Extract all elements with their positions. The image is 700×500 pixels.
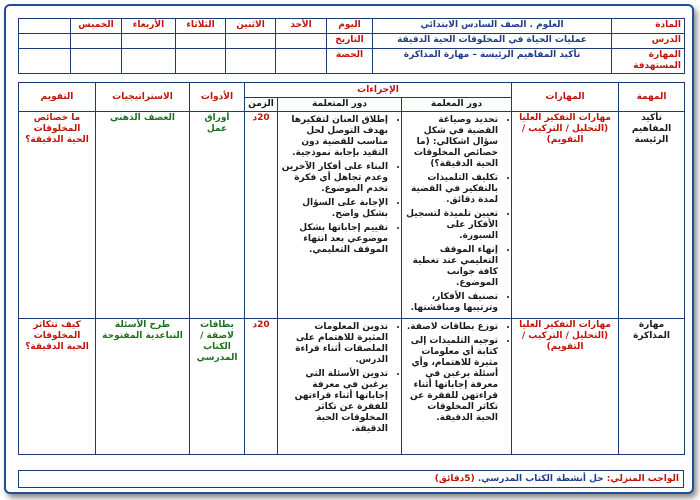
date-cell-3 (176, 34, 226, 49)
col-skills: المهارات (512, 83, 619, 112)
row1-teacher-role (402, 112, 512, 319)
col-tools: الأدوات (190, 83, 245, 112)
date-cell-5 (71, 34, 122, 49)
homework-label: الواجب المنزلي: (606, 474, 679, 484)
day-sunday: الأحد (276, 19, 327, 34)
period-cell-6 (19, 49, 71, 74)
col-teacher-role: دور المعلمة (402, 98, 512, 112)
lesson-value: عمليات الحياة في المخلوقات الحية الدقيقة (373, 34, 612, 49)
col-student-role: دور المتعلمة (278, 98, 402, 112)
homework-value: حل أنشطة الكتاب المدرسي. (477, 474, 604, 484)
date-cell-4 (122, 34, 176, 49)
list-item: • تدوين الأسئلة التي يرغبن في معرفة إجاباتها أثناء قراءتهن للفقرة عن تكاثر المخلوقات الحية الدقيقة. (281, 369, 388, 435)
row1-tools: أوراق عمل (190, 112, 245, 319)
lesson-plan (18, 18, 684, 484)
list-item: • تدوين المعلومات المثيرة للاهتمام على الملصقات أثناء قراءة الدرس. (281, 322, 388, 366)
subject-value: العلوم . الصف السادس الابتدائي (373, 19, 612, 34)
row2-skills: مهارات التفكير العليا (التحليل / التركيب / التقويم) (512, 319, 619, 455)
homework-time: (5دقائق) (434, 474, 475, 484)
row2-tools: بطاقات لاصقة / الكتاب المدرسي (190, 319, 245, 455)
list-item: • تكليف التلميذات بالتفكير في القضية لمدة دقائق. (405, 173, 498, 206)
header-table (18, 18, 685, 74)
period-cell-3 (176, 49, 226, 74)
list-item: • تعيين تلميذة لتسجيل الأفكار على السبورة. (405, 209, 498, 242)
subject-label: المادة (612, 19, 685, 34)
period-cell-1 (276, 49, 327, 74)
date-label: التاريخ (327, 34, 373, 49)
col-time: الزمن (245, 98, 278, 112)
list-item: • البناء على أفكار الآخرين وعدم تجاهل أي فكرة تخدم الموضوع. (281, 162, 388, 195)
row2-evaluation: كيف تتكاثر المخلوقات الحية الدقيقة؟ (19, 319, 96, 455)
row2-teacher-role (402, 319, 512, 455)
table-row (19, 112, 685, 319)
list-item: • إنهاء الموقف التعليمي عند تغطية كافة جوانب الموضوع. (405, 245, 498, 289)
list-item: • تحديد وصياغة القضية في شكل سؤال اشكالي: (ما خصائص المخلوقات الحية الدقيقة؟) (405, 115, 498, 170)
list-item: • الإجابة على السؤال بشكل واضح. (281, 198, 388, 220)
day-wednesday: الأربعاء (122, 19, 176, 34)
row1-skills: مهارات التفكير العليا (التحليل / التركيب / التقويم) (512, 112, 619, 319)
day-label: اليوم (327, 19, 373, 34)
col-evaluation: التقويم (19, 83, 96, 112)
row1-time: 20د (245, 112, 278, 319)
period-cell-5 (71, 49, 122, 74)
row2-time: 20د (245, 319, 278, 455)
period-label: الحصة (327, 49, 373, 74)
list-item: • تصنيف الأفكار، وترتيبها ومناقشتها. (405, 292, 498, 314)
period-cell-2 (226, 49, 276, 74)
col-strategies: الاستراتيجيات (96, 83, 190, 112)
list-item: • توجيه التلميذات إلى كتابة أي معلومات مثيرة للاهتمام، وأي أسئلة يرغبن في معرفة إجاباتها أثناء قراءتهن للفقرة عن تكاثر المخلوقات الحية الدقيقة. (405, 336, 498, 424)
col-task: المهمة (619, 83, 685, 112)
day-thursday: الخميس (71, 19, 122, 34)
period-cell-4 (122, 49, 176, 74)
date-cell-6 (19, 34, 71, 49)
procedures-table (18, 82, 685, 455)
skill-label: المهارة المستهدفة (612, 49, 685, 74)
row1-evaluation: ما خصائص المخلوقات الحية الدقيقة؟ (19, 112, 96, 319)
row1-student-role (278, 112, 402, 319)
day-monday: الاثنين (226, 19, 276, 34)
row2-task: مهارة المذاكرة (619, 319, 685, 455)
lesson-label: الدرس (612, 34, 685, 49)
row1-task: تأكيد المفاهيم الرئيسة (619, 112, 685, 319)
date-cell-2 (226, 34, 276, 49)
skill-value: تأكيد المفاهيم الرئيسة – مهارة المذاكرة (373, 49, 612, 74)
day-extra-cell (19, 19, 71, 34)
col-procedures: الإجراءات (245, 83, 512, 98)
page-frame (4, 4, 694, 494)
list-item: • توزع بطاقات لاصقة. (405, 322, 498, 333)
day-tuesday: الثلاثاء (176, 19, 226, 34)
list-item: • إطلاق العنان لتفكيرها بهدف التوصل لحل مناسب للقضية دون التقيد بإجابة نموذجية. (281, 115, 388, 159)
list-item: • تقييم إجاباتها بشكل موضوعي بعد انتهاء الموقف التعليمي. (281, 223, 388, 256)
homework-row (18, 470, 684, 488)
row1-strategy: العصف الذهني (96, 112, 190, 319)
row2-strategy: طرح الأسئلة التباعدية المفتوحة (96, 319, 190, 455)
table-row (19, 319, 685, 455)
row2-student-role (278, 319, 402, 455)
date-cell-1 (276, 34, 327, 49)
